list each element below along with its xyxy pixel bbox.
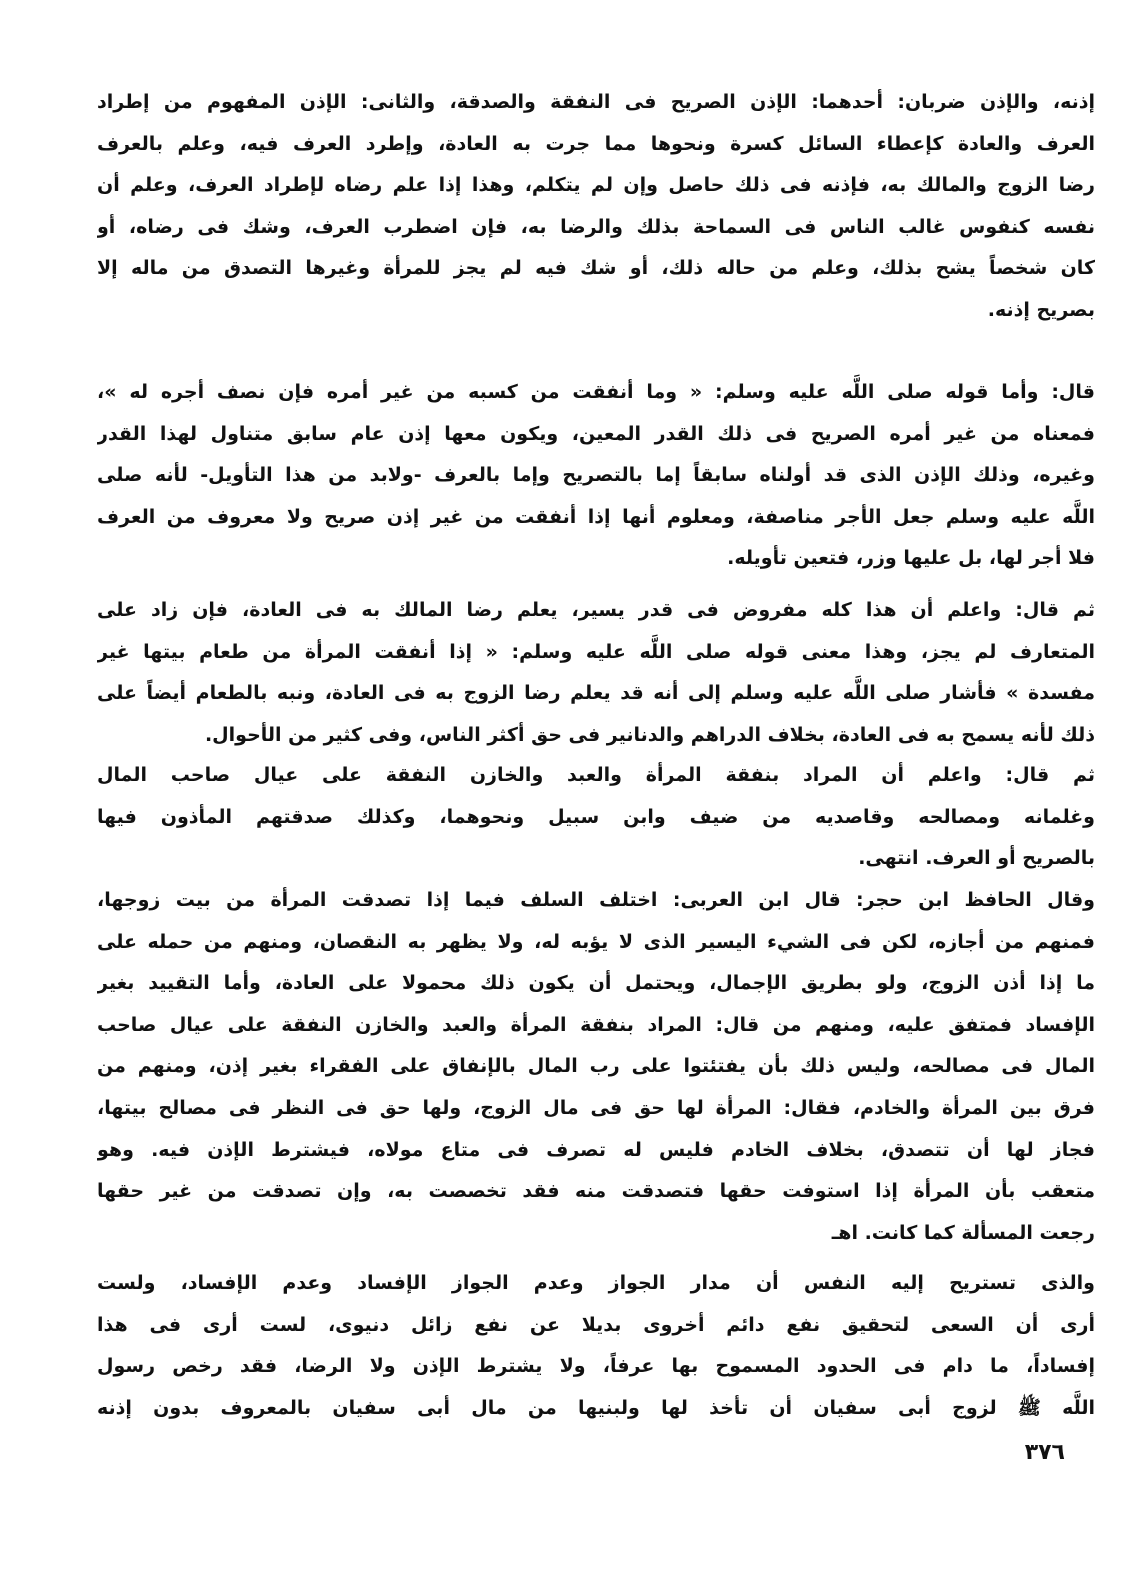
text-line: وغلمانه ومصالحه وقاصديه من ضيف وابن سبيل ونحوهما، وكذلك صدقتهم المأذون فيها [97, 805, 1095, 828]
text-line: فلا أجر لها، بل عليها وزر، فتعين تأويله. [727, 547, 1095, 570]
text-line: ثم قال: واعلم أن المراد بنفقة المرأة والعبد والخازن النفقة على عيال صاحب المال [97, 764, 1095, 786]
text-line: رجعت المسألة كما كانت. اهـ [831, 1221, 1095, 1244]
text-line: ما إذا أذن الزوج، ولو بطريق الإجمال، ويحتمل أن يكون ذلك محمولا على العادة، وأما التقييد بغير [97, 972, 1095, 995]
paragraph-5 [97, 880, 1095, 1254]
text-line: والذى تستريح إليه النفس أن مدار الجواز وعدم الجواز الإفساد وعدم الإفساد، ولست [97, 1272, 1095, 1294]
text-line: وغيره، وذلك الإذن الذى قد أولناه سابقاً إما بالتصريح وإما بالعرف -ولابد من هذا التأويل- لأنه صلى [97, 464, 1095, 487]
paragraph-4 [97, 755, 1095, 880]
text-line: الإفساد فمتفق عليه، ومنهم من قال: المراد بنفقة المرأة والعبد والخازن النفقة على عيال صاحب [97, 1013, 1095, 1036]
text-line: قال: وأما قوله صلى اللَّه عليه وسلم: « وما أنفقت من كسبه من غير أمره فإن نصف أجره له »، [97, 381, 1095, 403]
paragraph-2 [97, 372, 1095, 580]
text-line: إفساداً، ما دام فى الحدود المسموح بها عرفاً، ولا يشترط الإذن ولا الرضا، فقد رخص رسول [97, 1355, 1095, 1378]
text-line: كان شخصاً يشح بذلك، وعلم من حاله ذلك، أو شك فيه لم يجز للمرأة وغيرها التصدق من ماله إلا [97, 257, 1095, 280]
text-line: بصريح إذنه. [987, 298, 1095, 321]
text-line: مفسدة » فأشار صلى اللَّه عليه وسلم إلى أنه قد يعلم رضا الزوج به فى العادة، ونبه بالطعام أيضاً على [97, 682, 1095, 705]
paragraph-6 [97, 1263, 1095, 1429]
page-number: ٣٧٦ [1024, 1440, 1065, 1465]
paragraph-1 [97, 82, 1095, 332]
text-line: فمعناه من غير أمره الصريح فى ذلك القدر المعين، ويكون معها إذن عام سابق متناول لهذا القدر [97, 422, 1095, 445]
text-line: فجاز لها أن تتصدق، بخلاف الخادم فليس له تصرف فى متاع مولاه، فيشترط الإذن فيه. وهو [97, 1138, 1095, 1161]
text-line: إذنه، والإذن ضربان: أحدهما: الإذن الصريح فى النفقة والصدقة، والثانى: الإذن المفهوم من إطراد [97, 91, 1095, 113]
text-line: العرف والعادة كإعطاء السائل كسرة ونحوها مما جرت به العادة، وإطرد العرف فيه، وعلم بالعرف [97, 132, 1095, 155]
text-line: ثم قال: واعلم أن هذا كله مفروض فى قدر يسير، يعلم رضا المالك به فى العادة، فإن زاد على [97, 599, 1095, 621]
text-line: أرى أن السعى لتحقيق نفع دائم أخروى بديلا عن نفع زائل دنيوى، لست أرى فى هذا [97, 1313, 1095, 1336]
text-line: رضا الزوج والمالك به، فإذنه فى ذلك حاصل وإن لم يتكلم، وهذا إذا علم رضاه لإطراد العرف، وعلم أن [97, 174, 1095, 197]
text-line: بالصريح أو العرف. انتهى. [858, 847, 1095, 870]
text-line: اللَّه ﷺ لزوج أبى سفيان أن تأخذ لها ولبنيها من مال أبى سفيان بالمعروف بدون إذنه [97, 1396, 1095, 1419]
text-line: فمنهم من أجازه، لكن فى الشيء اليسير الذى لا يؤبه له، ولا يظهر به النقصان، ومنهم من حمله على [97, 930, 1095, 953]
text-line: نفسه كنفوس غالب الناس فى السماحة بذلك والرضا به، فإن اضطرب العرف، وشك فى رضاه، أو [97, 215, 1095, 238]
text-line: وقال الحافظ ابن حجر: قال ابن العربى: اختلف السلف فيما إذا تصدقت المرأة من بيت زوجها، [97, 889, 1095, 911]
text-line: المال فى مصالحه، وليس ذلك بأن يفتئتوا على رب المال بالإنفاق على الفقراء بغير إذن، ومنهم من [97, 1055, 1095, 1078]
text-line: اللَّه عليه وسلم جعل الأجر مناصفة، ومعلوم أنها إذا أنفقت من غير إذن صريح ولا معروف من العرف [97, 505, 1095, 528]
text-line: فرق بين المرأة والخادم، فقال: المرأة لها حق فى مال الزوج، ولها حق فى النظر فى مصالح بيتها، [97, 1096, 1095, 1119]
text-line: المتعارف لم يجز، وهذا معنى قوله صلى اللَّه عليه وسلم: « إذا أنفقت المرأة من طعام بيتها غير [97, 640, 1095, 663]
text-line: متعقب بأن المرأة إذا استوفت حقها فتصدقت منه فقد تخصصت به، وإن تصدقت من غير حقها [97, 1180, 1095, 1203]
paragraph-3 [97, 590, 1095, 756]
text-line: ذلك لأنه يسمح به فى العادة، بخلاف الدراهم والدنانير فى حق أكثر الناس، وفى كثير من الأحوال. [204, 723, 1095, 746]
